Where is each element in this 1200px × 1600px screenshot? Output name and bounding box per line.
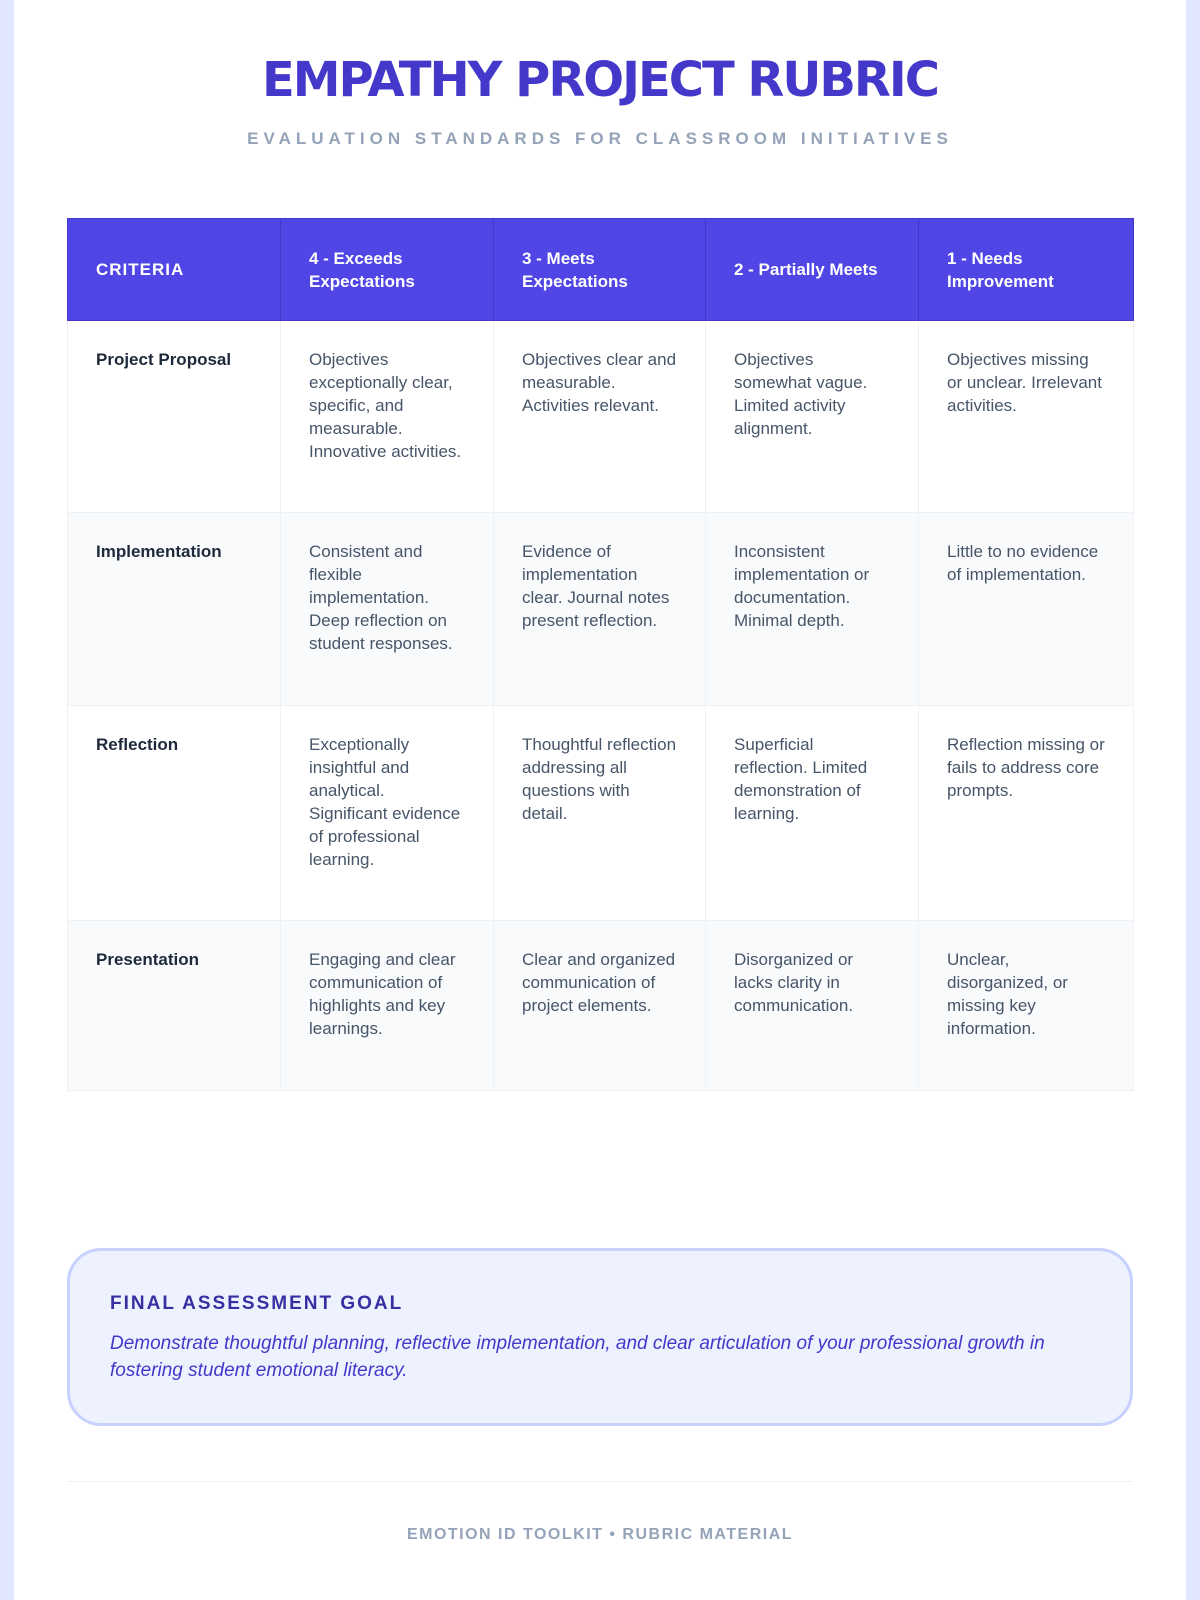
column-header-needs-improvement: 1 - Needs Improvement xyxy=(919,219,1134,321)
rubric-table xyxy=(67,218,1134,1091)
table-cell: Objectives missing or unclear. Irrelevant activities. xyxy=(919,321,1134,513)
final-assessment-goal-box xyxy=(67,1248,1133,1426)
table-row xyxy=(68,513,1134,706)
table-cell: Evidence of implementation clear. Journal notes present reflection. xyxy=(494,513,706,706)
criteria-label: Project Proposal xyxy=(68,321,281,513)
rubric-page xyxy=(14,0,1186,1600)
criteria-label: Presentation xyxy=(68,921,281,1091)
table-cell: Inconsistent implementation or documentation. Minimal depth. xyxy=(706,513,919,706)
table-row xyxy=(68,321,1134,513)
table-cell: Objectives clear and measurable. Activities relevant. xyxy=(494,321,706,513)
goal-title: FINAL ASSESSMENT GOAL xyxy=(110,1293,404,1314)
table-cell: Engaging and clear communication of highlights and key learnings. xyxy=(281,921,494,1091)
footer-text: EMOTION ID TOOLKIT • RUBRIC MATERIAL xyxy=(406,1526,794,1543)
table-cell: Disorganized or lacks clarity in communication. xyxy=(706,921,919,1091)
table-cell: Reflection missing or fails to address core prompts. xyxy=(919,706,1134,921)
criteria-label: Implementation xyxy=(68,513,281,706)
table-cell: Exceptionally insightful and analytical. Significant evidence of professional learning. xyxy=(281,706,494,921)
table-row xyxy=(68,706,1134,921)
column-header-meets: 3 - Meets Expectations xyxy=(494,219,706,321)
footer-divider xyxy=(67,1481,1133,1482)
table-cell: Objectives somewhat vague. Limited activity alignment. xyxy=(706,321,919,513)
table-cell: Superficial reflection. Limited demonstration of learning. xyxy=(706,706,919,921)
table-header-row xyxy=(68,219,1134,321)
page-title: EMPATHY PROJECT RUBRIC xyxy=(262,52,938,108)
table-cell: Consistent and flexible implementation. Deep reflection on student responses. xyxy=(281,513,494,706)
table-cell: Little to no evidence of implementation. xyxy=(919,513,1134,706)
table-cell: Clear and organized communication of project elements. xyxy=(494,921,706,1091)
table-row xyxy=(68,921,1134,1091)
column-header-exceeds: 4 - Exceeds Expectations xyxy=(281,219,494,321)
table-cell: Unclear, disorganized, or missing key information. xyxy=(919,921,1134,1091)
criteria-label: Reflection xyxy=(68,706,281,921)
goal-text: Demonstrate thoughtful planning, reflective implementation, and clear articulation of your professional growth in fostering student emotional literacy. xyxy=(110,1333,1045,1381)
page-subtitle: EVALUATION STANDARDS FOR CLASSROOM INITIATIVES xyxy=(247,129,953,148)
table-cell: Objectives exceptionally clear, specific, and measurable. Innovative activities. xyxy=(281,321,494,513)
column-header-partially-meets: 2 - Partially Meets xyxy=(706,219,919,321)
column-header-criteria: CRITERIA xyxy=(68,219,281,321)
table-cell: Thoughtful reflection addressing all questions with detail. xyxy=(494,706,706,921)
